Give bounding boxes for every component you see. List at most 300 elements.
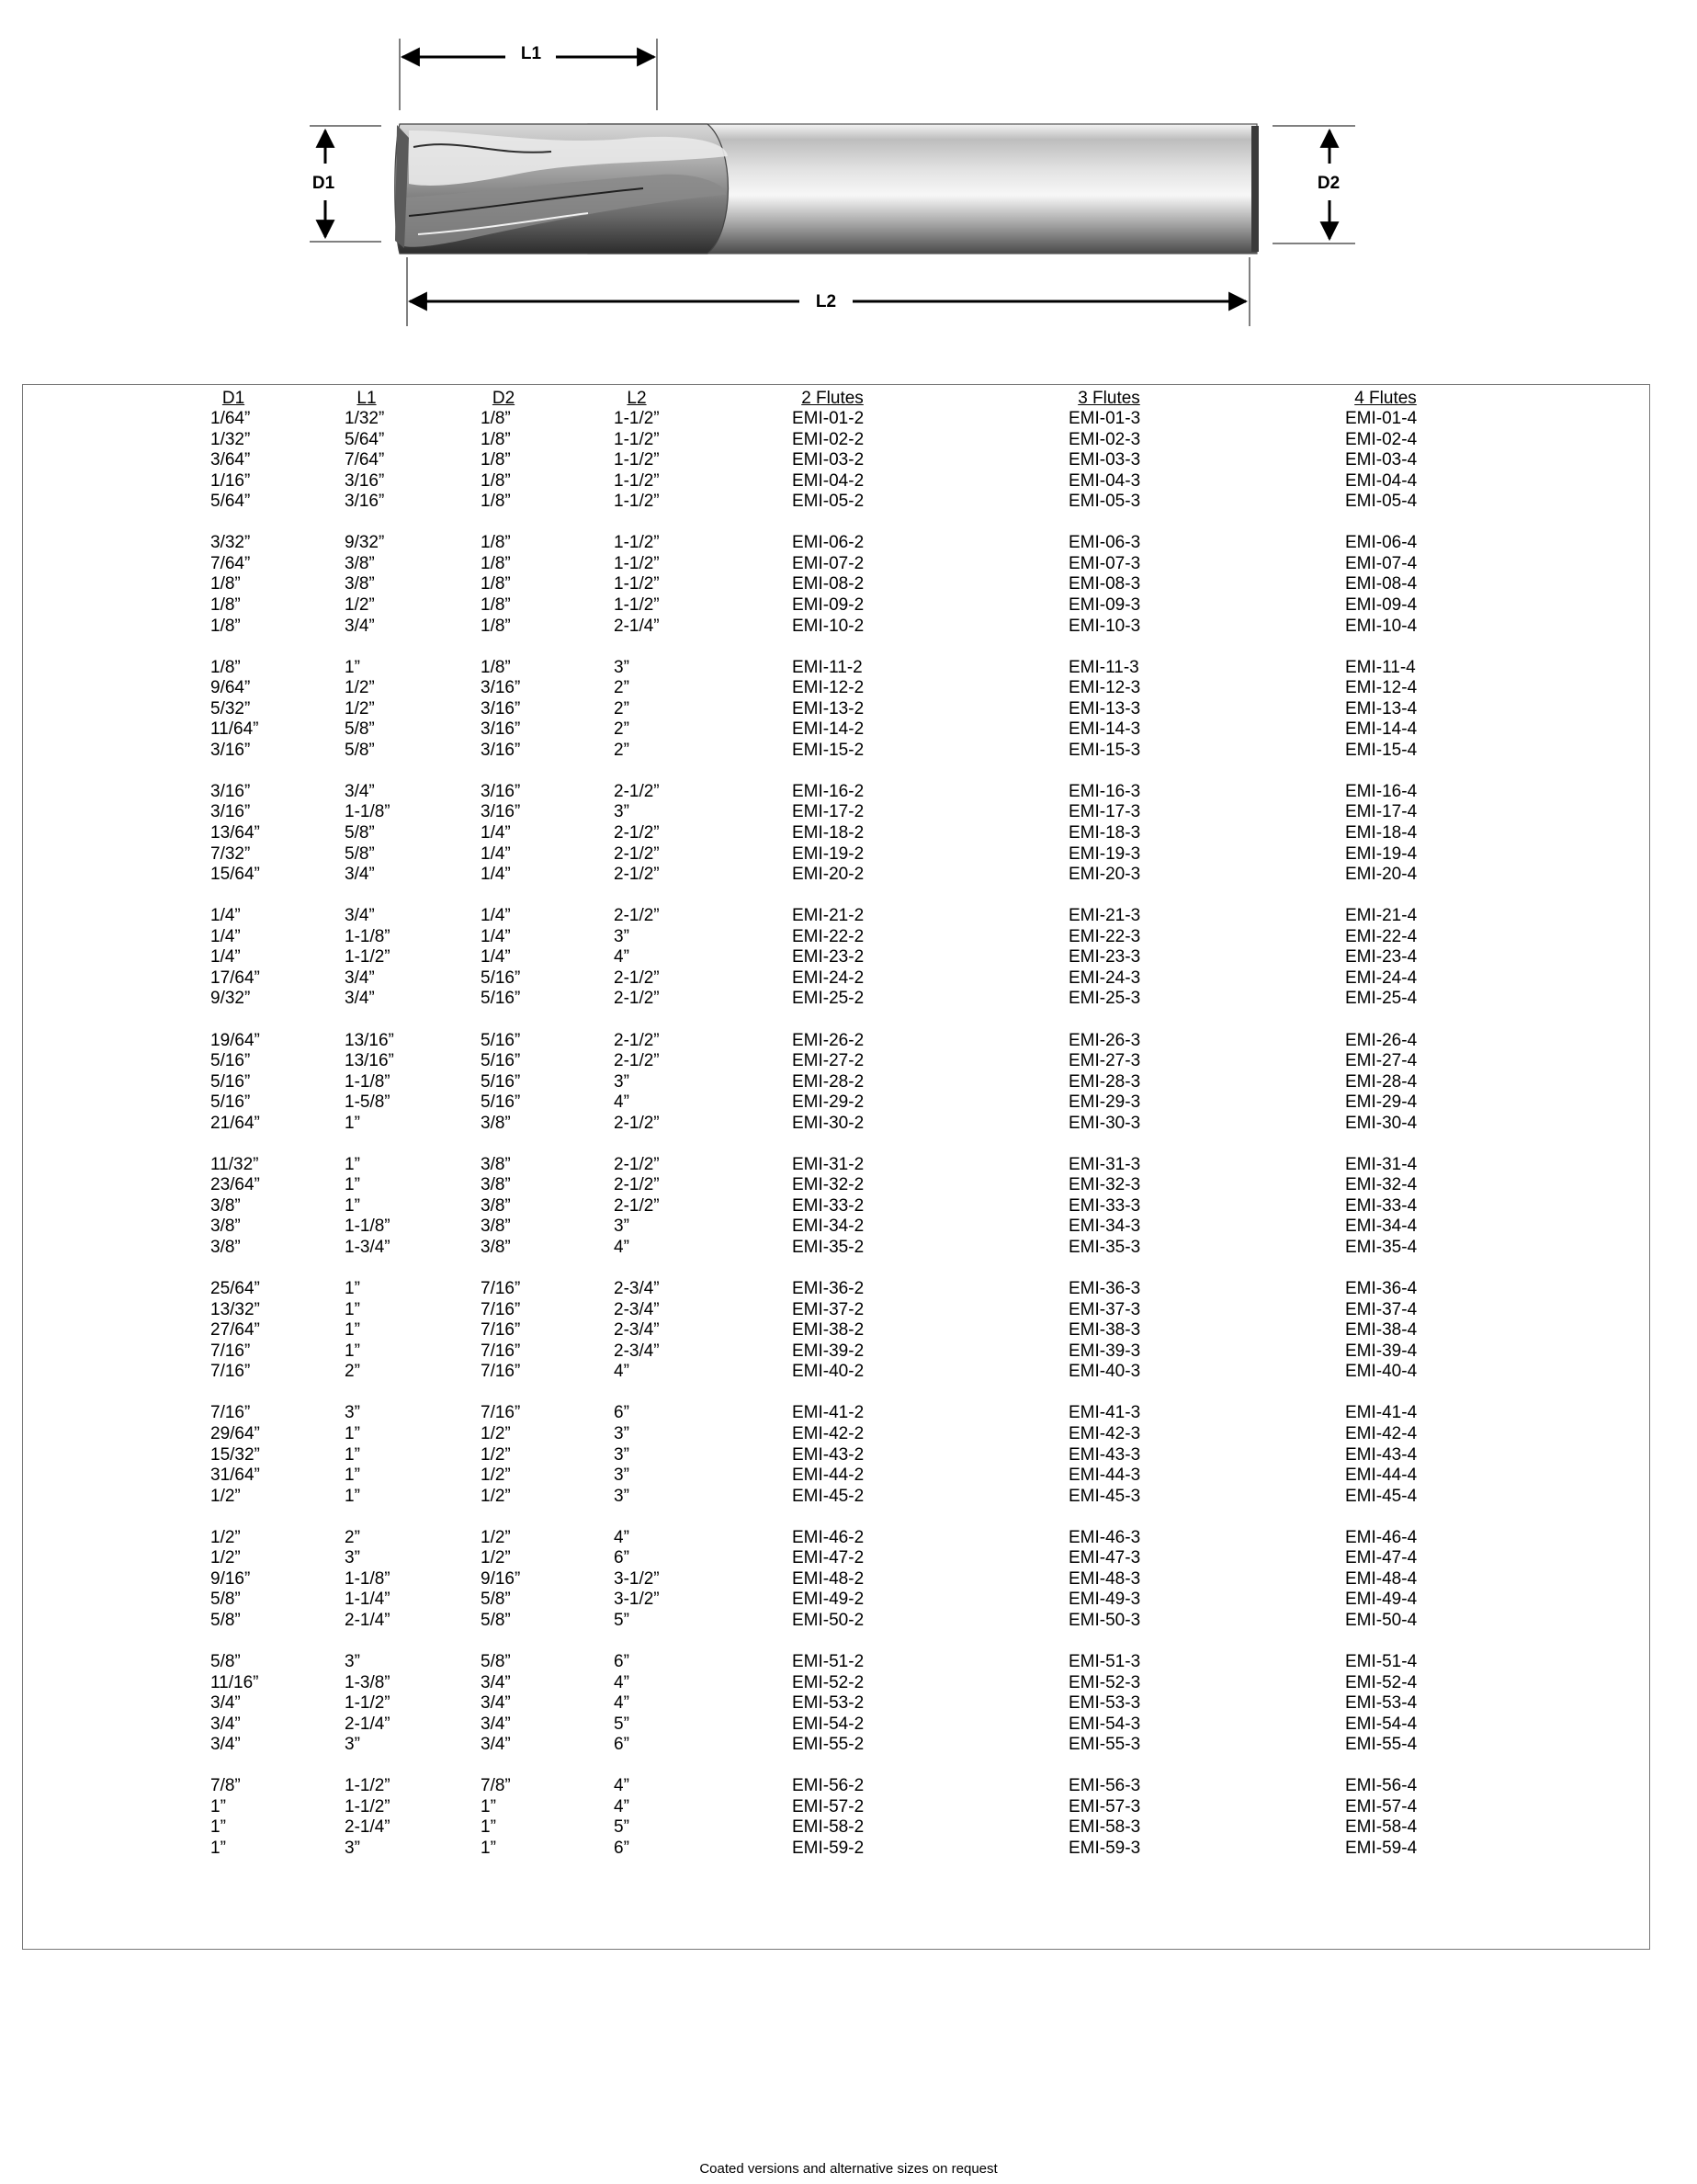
cell-d1: 1/16” (210, 470, 251, 491)
cell-4-flutes: EMI-58-4 (1345, 1817, 1418, 1838)
cell-4-flutes: EMI-52-4 (1345, 1672, 1418, 1692)
cell-3-flutes: EMI-39-3 (1069, 1341, 1141, 1361)
cell-2-flutes: EMI-07-2 (792, 553, 865, 573)
cell-2-flutes: EMI-34-2 (792, 1216, 865, 1237)
cell-l1: 1” (345, 1486, 360, 1506)
cell-l1: 3/4” (345, 616, 375, 636)
cell-4-flutes: EMI-27-4 (1345, 1051, 1418, 1071)
cell-l1: 1-3/8” (345, 1672, 390, 1692)
cell-4-flutes: EMI-36-4 (1345, 1279, 1418, 1299)
cell-l2: 3” (614, 1071, 629, 1092)
cell-d2: 1/8” (481, 594, 511, 615)
cell-l2: 1-1/2” (614, 533, 660, 553)
cell-l1: 1-1/8” (345, 1071, 390, 1092)
cell-d1: 7/8” (210, 1776, 241, 1796)
cell-d2: 1/8” (481, 533, 511, 553)
cell-4-flutes: EMI-16-4 (1345, 781, 1418, 801)
cell-d2: 1/8” (481, 553, 511, 573)
end-mill-diagram (0, 0, 1697, 349)
cell-l2: 2” (614, 678, 629, 698)
cell-d1: 3/32” (210, 533, 251, 553)
cell-l1: 1-1/2” (345, 1776, 390, 1796)
cell-3-flutes: EMI-10-3 (1069, 616, 1141, 636)
cell-l1: 1” (345, 1444, 360, 1465)
cell-d1: 3/8” (210, 1216, 241, 1237)
cell-4-flutes: EMI-11-4 (1345, 657, 1416, 677)
cell-d2: 7/16” (481, 1341, 521, 1361)
cell-l2: 2-1/2” (614, 823, 660, 843)
column-header-d2: D2 (492, 389, 515, 408)
cell-l1: 1” (345, 1195, 360, 1216)
cell-d1: 9/32” (210, 989, 251, 1009)
cell-4-flutes: EMI-30-4 (1345, 1113, 1418, 1133)
cell-d2: 5/16” (481, 1030, 521, 1050)
cell-d2: 1/4” (481, 906, 511, 926)
cell-d1: 1/32” (210, 429, 251, 449)
cell-d1: 9/64” (210, 678, 251, 698)
cell-l1: 3” (345, 1652, 360, 1671)
cell-d2: 1/2” (481, 1527, 511, 1547)
cell-l2: 1-1/2” (614, 409, 660, 428)
cell-d2: 3/16” (481, 719, 521, 740)
cell-2-flutes: EMI-25-2 (792, 989, 865, 1009)
cell-2-flutes: EMI-16-2 (792, 781, 865, 801)
cell-l1: 1” (345, 1175, 360, 1195)
cell-d1: 1/8” (210, 574, 241, 594)
cell-l1: 3” (345, 1838, 360, 1858)
cell-4-flutes: EMI-10-4 (1345, 616, 1418, 636)
cell-2-flutes: EMI-33-2 (792, 1195, 865, 1216)
cell-d2: 1/4” (481, 865, 511, 885)
cell-3-flutes: EMI-21-3 (1069, 906, 1141, 926)
cell-d1: 1/8” (210, 594, 241, 615)
cell-d2: 5/8” (481, 1590, 511, 1610)
cell-2-flutes: EMI-58-2 (792, 1817, 865, 1838)
cell-l2: 2-1/2” (614, 1195, 660, 1216)
cell-3-flutes: EMI-49-3 (1069, 1590, 1141, 1610)
cell-4-flutes: EMI-41-4 (1345, 1403, 1418, 1423)
cell-d2: 3/4” (481, 1672, 511, 1692)
cell-d1: 5/16” (210, 1051, 251, 1071)
cell-2-flutes: EMI-03-2 (792, 450, 865, 470)
cell-4-flutes: EMI-29-4 (1345, 1092, 1418, 1113)
cell-4-flutes: EMI-15-4 (1345, 740, 1418, 760)
footer-note: Coated versions and alternative sizes on request (699, 2161, 998, 2177)
cell-d2: 1/8” (481, 470, 511, 491)
cell-3-flutes: EMI-29-3 (1069, 1092, 1141, 1113)
cell-l1: 3/4” (345, 865, 375, 885)
cell-d1: 1/4” (210, 947, 241, 968)
cell-d1: 5/16” (210, 1071, 251, 1092)
cell-3-flutes: EMI-41-3 (1069, 1403, 1141, 1423)
cell-3-flutes: EMI-19-3 (1069, 843, 1141, 864)
cell-3-flutes: EMI-27-3 (1069, 1051, 1141, 1071)
cell-3-flutes: EMI-05-3 (1069, 492, 1141, 512)
cell-2-flutes: EMI-49-2 (792, 1590, 865, 1610)
cell-l1: 3” (345, 1735, 360, 1755)
cell-3-flutes: EMI-34-3 (1069, 1216, 1141, 1237)
cell-3-flutes: EMI-28-3 (1069, 1071, 1141, 1092)
cell-d2: 1/8” (481, 409, 511, 428)
cell-4-flutes: EMI-01-4 (1345, 409, 1418, 428)
cell-4-flutes: EMI-59-4 (1345, 1838, 1418, 1858)
cell-2-flutes: EMI-12-2 (792, 678, 865, 698)
cell-d1: 3/4” (210, 1714, 241, 1734)
cell-3-flutes: EMI-59-3 (1069, 1838, 1141, 1858)
cell-d2: 7/16” (481, 1362, 521, 1382)
cell-2-flutes: EMI-36-2 (792, 1279, 865, 1299)
cell-l2: 2” (614, 740, 629, 760)
cell-d1: 13/32” (210, 1299, 260, 1319)
cell-d2: 5/16” (481, 968, 521, 988)
cell-4-flutes: EMI-54-4 (1345, 1714, 1418, 1734)
cell-2-flutes: EMI-42-2 (792, 1423, 865, 1443)
cell-d1: 1” (210, 1817, 226, 1838)
cell-l2: 1-1/2” (614, 492, 660, 512)
column-header-l1: L1 (356, 389, 377, 408)
cell-4-flutes: EMI-12-4 (1345, 678, 1418, 698)
cell-2-flutes: EMI-21-2 (792, 906, 865, 926)
cell-4-flutes: EMI-40-4 (1345, 1362, 1418, 1382)
cell-d1: 5/16” (210, 1092, 251, 1113)
cell-l1: 1” (345, 1465, 360, 1486)
cell-2-flutes: EMI-55-2 (792, 1735, 865, 1755)
cell-4-flutes: EMI-19-4 (1345, 843, 1418, 864)
cell-l1: 3/4” (345, 989, 375, 1009)
cell-4-flutes: EMI-45-4 (1345, 1486, 1418, 1506)
cell-2-flutes: EMI-38-2 (792, 1320, 865, 1341)
cell-4-flutes: EMI-09-4 (1345, 594, 1418, 615)
cell-d2: 5/16” (481, 1051, 521, 1071)
cell-l1: 3/8” (345, 574, 375, 594)
cell-l1: 1-5/8” (345, 1092, 390, 1113)
cell-l2: 2-1/2” (614, 1030, 660, 1050)
cell-l2: 3” (614, 926, 629, 946)
cell-l2: 2-1/2” (614, 1175, 660, 1195)
cell-4-flutes: EMI-53-4 (1345, 1693, 1418, 1714)
cell-l1: 1/2” (345, 678, 375, 698)
cell-4-flutes: EMI-51-4 (1345, 1652, 1418, 1671)
cell-d2: 1/2” (481, 1465, 511, 1486)
cell-d2: 1/8” (481, 616, 511, 636)
cell-d2: 1/4” (481, 843, 511, 864)
cell-3-flutes: EMI-06-3 (1069, 533, 1141, 553)
cell-3-flutes: EMI-43-3 (1069, 1444, 1141, 1465)
cell-l2: 2-1/2” (614, 1154, 660, 1174)
cell-d1: 5/8” (210, 1652, 241, 1671)
cell-l1: 1” (345, 1423, 360, 1443)
cell-l2: 4” (614, 1672, 629, 1692)
cell-d1: 15/32” (210, 1444, 260, 1465)
cell-d2: 3/8” (481, 1154, 511, 1174)
cell-4-flutes: EMI-08-4 (1345, 574, 1418, 594)
label-l2: L2 (815, 292, 837, 311)
product-table (22, 384, 1650, 1950)
cell-d2: 3/8” (481, 1216, 511, 1237)
cell-4-flutes: EMI-13-4 (1345, 698, 1418, 719)
cell-d2: 7/16” (481, 1299, 521, 1319)
cell-4-flutes: EMI-20-4 (1345, 865, 1418, 885)
cell-l2: 3” (614, 1486, 629, 1506)
cell-l2: 4” (614, 1796, 629, 1816)
cell-3-flutes: EMI-31-3 (1069, 1154, 1141, 1174)
cell-4-flutes: EMI-05-4 (1345, 492, 1418, 512)
cell-4-flutes: EMI-39-4 (1345, 1341, 1418, 1361)
cell-2-flutes: EMI-46-2 (792, 1527, 865, 1547)
cell-2-flutes: EMI-27-2 (792, 1051, 865, 1071)
cell-d2: 3/8” (481, 1238, 511, 1257)
cell-l1: 13/16” (345, 1051, 394, 1071)
cell-l2: 2-1/2” (614, 865, 660, 885)
cell-l1: 3/8” (345, 553, 375, 573)
cell-l1: 1-3/4” (345, 1238, 390, 1257)
cell-d1: 7/16” (210, 1341, 251, 1361)
cell-d2: 5/16” (481, 1092, 521, 1113)
cell-l1: 1-1/4” (345, 1590, 390, 1610)
cell-3-flutes: EMI-48-3 (1069, 1568, 1141, 1589)
cell-d1: 19/64” (210, 1030, 260, 1050)
cell-d2: 7/16” (481, 1403, 521, 1423)
cell-3-flutes: EMI-30-3 (1069, 1113, 1141, 1133)
cell-d1: 1/2” (210, 1486, 241, 1506)
cell-l1: 1” (345, 1154, 360, 1174)
cell-4-flutes: EMI-49-4 (1345, 1590, 1418, 1610)
cell-3-flutes: EMI-09-3 (1069, 594, 1141, 615)
cell-2-flutes: EMI-29-2 (792, 1092, 865, 1113)
cell-d1: 27/64” (210, 1320, 260, 1341)
cell-2-flutes: EMI-17-2 (792, 802, 865, 822)
cell-d1: 15/64” (210, 865, 260, 885)
cell-l1: 5/8” (345, 843, 375, 864)
cell-d2: 5/16” (481, 1071, 521, 1092)
cell-3-flutes: EMI-24-3 (1069, 968, 1141, 988)
cell-2-flutes: EMI-28-2 (792, 1071, 865, 1092)
cell-2-flutes: EMI-13-2 (792, 698, 865, 719)
cell-d1: 3/8” (210, 1238, 241, 1257)
cell-l2: 6” (614, 1735, 629, 1755)
cell-3-flutes: EMI-45-3 (1069, 1486, 1141, 1506)
cell-4-flutes: EMI-03-4 (1345, 450, 1418, 470)
cell-2-flutes: EMI-43-2 (792, 1444, 865, 1465)
cell-l1: 3/16” (345, 470, 385, 491)
cell-d1: 1/64” (210, 409, 251, 428)
cell-l1: 5/64” (345, 429, 385, 449)
label-l1: L1 (520, 44, 542, 63)
cell-l2: 2-3/4” (614, 1299, 660, 1319)
cell-4-flutes: EMI-07-4 (1345, 553, 1418, 573)
cell-d1: 1” (210, 1838, 226, 1858)
end-mill-tool (395, 124, 1259, 254)
cell-2-flutes: EMI-19-2 (792, 843, 865, 864)
cell-l1: 7/64” (345, 450, 385, 470)
cell-l1: 1/32” (345, 409, 385, 428)
cell-3-flutes: EMI-47-3 (1069, 1548, 1141, 1568)
cell-l1: 3/4” (345, 906, 375, 926)
cell-d1: 1/8” (210, 616, 241, 636)
cell-l1: 1” (345, 1299, 360, 1319)
cell-l2: 3” (614, 1444, 629, 1465)
column-header-2-flutes: 2 Flutes (801, 389, 864, 408)
cell-d2: 1” (481, 1796, 496, 1816)
cell-d2: 3/8” (481, 1113, 511, 1133)
cell-2-flutes: EMI-59-2 (792, 1838, 865, 1858)
cell-d2: 3/4” (481, 1693, 511, 1714)
cell-2-flutes: EMI-04-2 (792, 470, 865, 491)
cell-l1: 2-1/4” (345, 1714, 390, 1734)
cell-2-flutes: EMI-11-2 (792, 657, 863, 677)
cell-d2: 5/8” (481, 1610, 511, 1630)
cell-3-flutes: EMI-11-3 (1069, 657, 1139, 677)
cell-l2: 5” (614, 1610, 629, 1630)
cell-l2: 1-1/2” (614, 574, 660, 594)
cell-2-flutes: EMI-41-2 (792, 1403, 865, 1423)
column-header-d1: D1 (221, 389, 245, 408)
cell-2-flutes: EMI-15-2 (792, 740, 865, 760)
cell-d2: 1” (481, 1817, 496, 1838)
cell-2-flutes: EMI-06-2 (792, 533, 865, 553)
cell-4-flutes: EMI-28-4 (1345, 1071, 1418, 1092)
cell-l2: 6” (614, 1838, 629, 1858)
cell-4-flutes: EMI-42-4 (1345, 1423, 1418, 1443)
cell-d1: 1/4” (210, 926, 241, 946)
cell-3-flutes: EMI-04-3 (1069, 470, 1141, 491)
cell-l2: 1-1/2” (614, 594, 660, 615)
cell-3-flutes: EMI-18-3 (1069, 823, 1141, 843)
cell-2-flutes: EMI-22-2 (792, 926, 865, 946)
cell-4-flutes: EMI-02-4 (1345, 429, 1418, 449)
cell-l2: 3” (614, 802, 629, 822)
cell-d2: 7/8” (481, 1776, 511, 1796)
cell-l2: 6” (614, 1403, 629, 1423)
cell-d2: 5/16” (481, 989, 521, 1009)
cell-3-flutes: EMI-58-3 (1069, 1817, 1141, 1838)
cell-l1: 2” (345, 1527, 360, 1547)
cell-3-flutes: EMI-44-3 (1069, 1465, 1141, 1486)
cell-3-flutes: EMI-20-3 (1069, 865, 1141, 885)
cell-l2: 5” (614, 1817, 629, 1838)
cell-2-flutes: EMI-56-2 (792, 1776, 865, 1796)
cell-2-flutes: EMI-23-2 (792, 947, 865, 968)
cell-2-flutes: EMI-24-2 (792, 968, 865, 988)
cell-d2: 3/16” (481, 678, 521, 698)
cell-3-flutes: EMI-52-3 (1069, 1672, 1141, 1692)
cell-3-flutes: EMI-50-3 (1069, 1610, 1141, 1630)
cell-d1: 7/16” (210, 1362, 251, 1382)
cell-l1: 3/4” (345, 968, 375, 988)
cell-2-flutes: EMI-26-2 (792, 1030, 865, 1050)
cell-d2: 1/2” (481, 1548, 511, 1568)
cell-4-flutes: EMI-32-4 (1345, 1175, 1418, 1195)
cell-4-flutes: EMI-35-4 (1345, 1238, 1418, 1257)
cell-d1: 7/64” (210, 553, 251, 573)
cell-d1: 23/64” (210, 1175, 260, 1195)
cell-d1: 3/16” (210, 802, 251, 822)
cell-l2: 6” (614, 1548, 629, 1568)
cell-d1: 3/64” (210, 450, 251, 470)
cell-4-flutes: EMI-37-4 (1345, 1299, 1418, 1319)
cell-l2: 3” (614, 657, 629, 677)
cell-d1: 11/64” (210, 719, 259, 740)
cell-d2: 1/4” (481, 823, 511, 843)
cell-3-flutes: EMI-55-3 (1069, 1735, 1141, 1755)
cell-3-flutes: EMI-12-3 (1069, 678, 1141, 698)
cell-d1: 11/16” (210, 1672, 259, 1692)
cell-2-flutes: EMI-01-2 (792, 409, 865, 428)
cell-4-flutes: EMI-47-4 (1345, 1548, 1418, 1568)
cell-l2: 2-1/2” (614, 781, 660, 801)
cell-4-flutes: EMI-18-4 (1345, 823, 1418, 843)
cell-3-flutes: EMI-54-3 (1069, 1714, 1141, 1734)
cell-d2: 3/8” (481, 1175, 511, 1195)
cell-3-flutes: EMI-15-3 (1069, 740, 1141, 760)
cell-2-flutes: EMI-57-2 (792, 1796, 865, 1816)
cell-d2: 5/8” (481, 1652, 511, 1671)
cell-d1: 5/8” (210, 1590, 241, 1610)
column-header-l2: L2 (627, 389, 647, 408)
cell-3-flutes: EMI-07-3 (1069, 553, 1141, 573)
cell-4-flutes: EMI-25-4 (1345, 989, 1418, 1009)
cell-l2: 1-1/2” (614, 450, 660, 470)
cell-d2: 1/8” (481, 429, 511, 449)
cell-d2: 3/4” (481, 1714, 511, 1734)
cell-d1: 3/8” (210, 1195, 241, 1216)
cell-l2: 2-1/4” (614, 616, 660, 636)
cell-4-flutes: EMI-04-4 (1345, 470, 1418, 491)
cell-d1: 9/16” (210, 1568, 251, 1589)
cell-2-flutes: EMI-47-2 (792, 1548, 865, 1568)
cell-4-flutes: EMI-17-4 (1345, 802, 1418, 822)
cell-3-flutes: EMI-37-3 (1069, 1299, 1141, 1319)
cell-l1: 1-1/8” (345, 926, 390, 946)
cell-l2: 4” (614, 1362, 629, 1382)
cell-4-flutes: EMI-22-4 (1345, 926, 1418, 946)
cell-d2: 3/16” (481, 781, 521, 801)
cell-l1: 1” (345, 1341, 360, 1361)
cell-l2: 5” (614, 1714, 629, 1734)
cell-l1: 1” (345, 1279, 360, 1299)
cell-d2: 1/2” (481, 1486, 511, 1506)
cell-2-flutes: EMI-48-2 (792, 1568, 865, 1589)
cell-3-flutes: EMI-33-3 (1069, 1195, 1141, 1216)
cell-3-flutes: EMI-02-3 (1069, 429, 1141, 449)
cell-d1: 25/64” (210, 1279, 260, 1299)
cell-2-flutes: EMI-53-2 (792, 1693, 865, 1714)
cell-l2: 1-1/2” (614, 553, 660, 573)
cell-l2: 4” (614, 1527, 629, 1547)
cell-l1: 5/8” (345, 823, 375, 843)
cell-l2: 3-1/2” (614, 1590, 660, 1610)
cell-2-flutes: EMI-09-2 (792, 594, 865, 615)
cell-d2: 1/8” (481, 492, 511, 512)
cell-4-flutes: EMI-44-4 (1345, 1465, 1418, 1486)
cell-d1: 17/64” (210, 968, 260, 988)
cell-2-flutes: EMI-02-2 (792, 429, 865, 449)
cell-l2: 2-3/4” (614, 1320, 660, 1341)
cell-l1: 1-1/2” (345, 947, 390, 968)
cell-2-flutes: EMI-40-2 (792, 1362, 865, 1382)
cell-3-flutes: EMI-56-3 (1069, 1776, 1141, 1796)
cell-4-flutes: EMI-43-4 (1345, 1444, 1418, 1465)
cell-l2: 4” (614, 947, 629, 968)
cell-l1: 1” (345, 1113, 360, 1133)
cell-3-flutes: EMI-03-3 (1069, 450, 1141, 470)
cell-d2: 3/16” (481, 802, 521, 822)
cell-2-flutes: EMI-35-2 (792, 1238, 865, 1257)
cell-2-flutes: EMI-31-2 (792, 1154, 865, 1174)
cell-l2: 4” (614, 1776, 629, 1796)
cell-l1: 3” (345, 1548, 360, 1568)
cell-3-flutes: EMI-08-3 (1069, 574, 1141, 594)
